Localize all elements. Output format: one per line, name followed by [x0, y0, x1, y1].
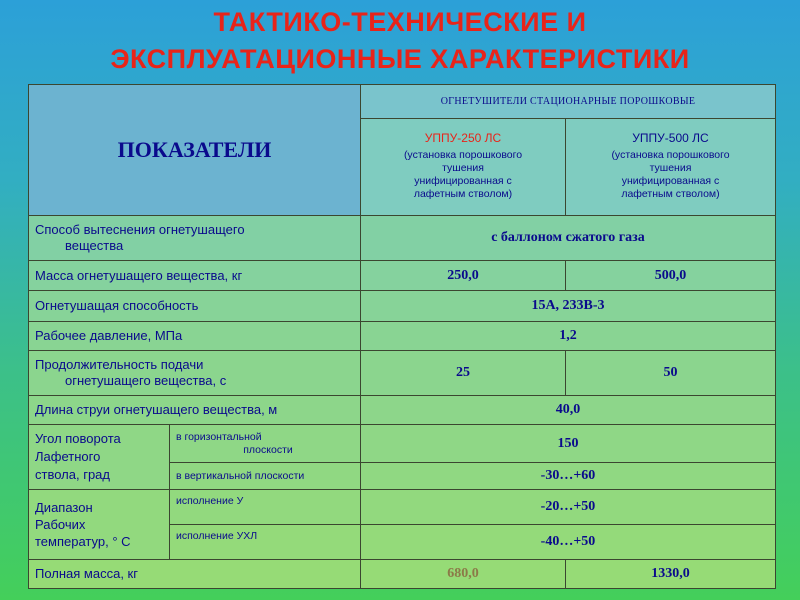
value-pressure: 1,2 [361, 322, 776, 351]
value-mass-agent-250: 250,0 [361, 261, 566, 291]
sublabel-vertical: в вертикальной плоскости [170, 463, 361, 490]
product-2-desc-1: (установка порошкового [611, 149, 730, 162]
row-label-pressure: Рабочее давление, МПа [29, 322, 361, 351]
row-label-displacement: Способ вытеснения огнетушащего вещества [29, 215, 361, 260]
row-label-mass-agent: Масса огнетушащего вещества, кг [29, 261, 361, 291]
product-2-desc-4: лафетным стволом) [621, 188, 720, 201]
table-row [29, 425, 776, 463]
product-2-header [566, 119, 776, 216]
row-label-temperature: Диапазон Рабочих температур, ° С [29, 489, 170, 559]
value-total-mass-250: 680,0 [361, 560, 566, 589]
value-angle-horizontal: 150 [361, 425, 776, 463]
sublabel-version-uhl: исполнение УХЛ [170, 524, 361, 559]
sublabel-horizontal: в горизонтальной плоскости [170, 425, 361, 463]
product-1-desc-1: (установка порошкового [403, 149, 523, 162]
product-1-header [361, 119, 566, 216]
value-duration-250: 25 [361, 350, 566, 395]
product-1-desc-4: лафетным стволом) [413, 188, 513, 201]
value-jet-length: 40,0 [361, 396, 776, 425]
row-label-duration: Продолжительность подачи огнетушащего вещества, с [29, 350, 361, 395]
sublabel-version-u: исполнение У [170, 489, 361, 524]
row-label-total-mass: Полная масса, кг [29, 560, 361, 589]
product-1-desc-3: унифицированная с [414, 175, 512, 188]
row-label-jet-length: Длина струи огнетушащего вещества, м [29, 396, 361, 425]
product-1-desc-2: тушения [442, 162, 484, 175]
specifications-table [28, 84, 776, 589]
group-header: ОГНЕТУШИТЕЛИ СТАЦИОНАРНЫЕ ПОРОШКОВЫЕ [361, 85, 776, 119]
product-1-name: УППУ-250 ЛС [424, 131, 502, 146]
product-2-desc-2: тушения [649, 162, 692, 175]
title-line-2: ЭКСПЛУАТАЦИОННЫЕ ХАРАКТЕРИСТИКИ [110, 44, 690, 74]
table-row [29, 396, 776, 425]
table-header-row [29, 85, 776, 119]
value-mass-agent-500: 500,0 [566, 261, 776, 291]
table-row [29, 560, 776, 589]
product-2-desc-3: унифицированная с [621, 175, 720, 188]
table-row [29, 350, 776, 395]
slide-title [0, 4, 800, 78]
value-temperature-uhl: -40…+50 [361, 524, 776, 559]
product-2-name: УППУ-500 ЛС [632, 131, 709, 146]
title-line-1: ТАКТИКО-ТЕХНИЧЕСКИЕ И [213, 7, 587, 37]
value-capacity: 15А, 233В-3 [361, 291, 776, 322]
value-angle-vertical: -30…+60 [361, 463, 776, 490]
value-total-mass-500: 1330,0 [566, 560, 776, 589]
table-row [29, 489, 776, 524]
row-label-capacity: Огнетушащая способность [29, 291, 361, 322]
row-label-angle: Угол поворота Лафетного ствола, град [29, 425, 170, 490]
value-displacement: с баллоном сжатого газа [361, 215, 776, 260]
table-row [29, 215, 776, 260]
indicators-header: ПОКАЗАТЕЛИ [29, 85, 361, 216]
table-row [29, 291, 776, 322]
value-temperature-u: -20…+50 [361, 489, 776, 524]
table-row [29, 322, 776, 351]
value-duration-500: 50 [566, 350, 776, 395]
table-row [29, 261, 776, 291]
